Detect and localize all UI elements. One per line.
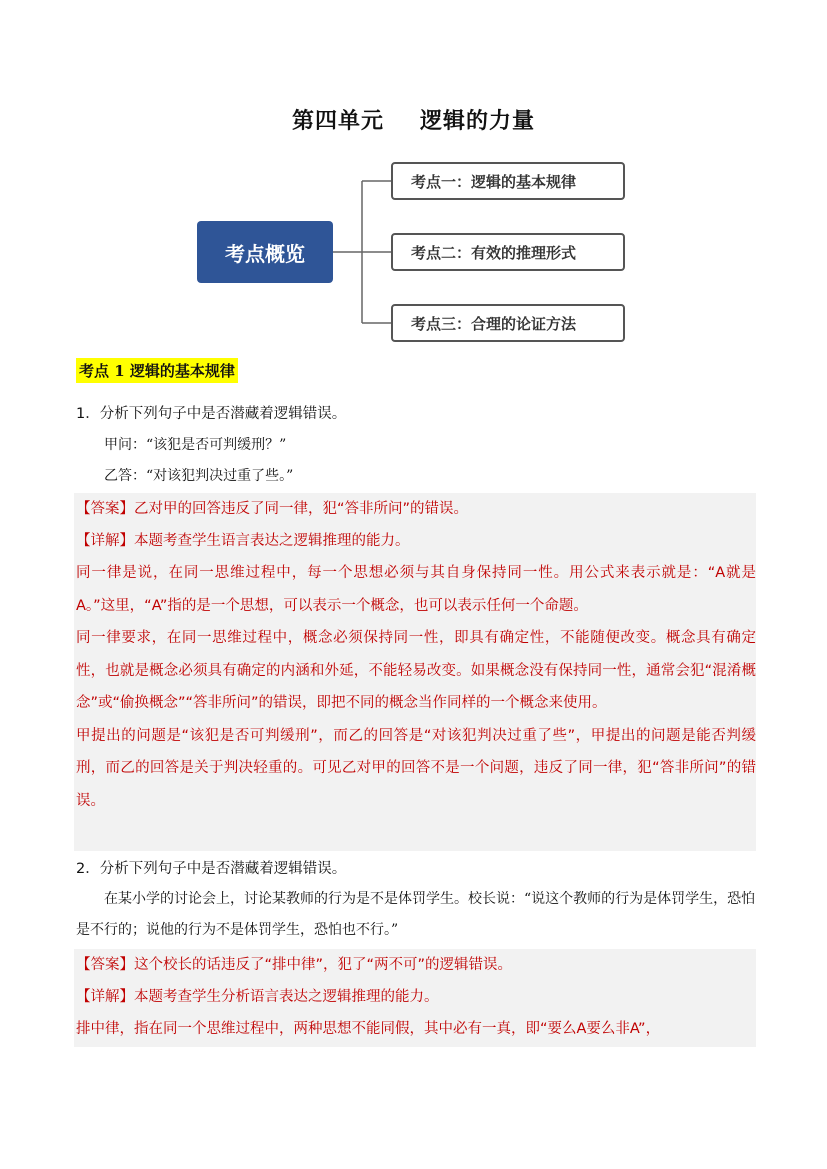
mindmap-branch-1: 考点一：逻辑的基本规律 <box>391 162 625 200</box>
question-1-prompt: 1．分析下列句子中是否潜藏着逻辑错误。 <box>76 406 347 422</box>
answer-text: 这个校长的话违反了“排中律”，犯了“两不可”的逻辑错误。 <box>134 957 513 973</box>
answer-tag: 【答案】 <box>76 957 134 973</box>
question-2-prompt: 2．分析下列句子中是否潜藏着逻辑错误。 <box>76 861 347 877</box>
mindmap-root: 考点概览 <box>197 221 333 283</box>
question-1-line-a: 甲问：“该犯是否可判缓刑？” <box>104 437 287 453</box>
section-heading: 考点 1 逻辑的基本规律 <box>76 358 238 383</box>
explanation-2: 同一律要求，在同一思维过程中，概念必须保持同一性，即具有确定性，不能随便改变。概念具有确定性，也就是概念必须具有确定的内涵和外延，不能轻易改变。如果概念没有保持同一性，通常会犯“混淆概念”或“偷换概念”“答非所问”的错误，即把不同的概念当作同样的一个概念来使用。 <box>76 630 756 711</box>
mindmap-branch-3: 考点三：合理的论证方法 <box>391 304 625 342</box>
question-2-answer-block <box>74 949 756 1047</box>
title-topic: 逻辑的力量 <box>420 108 536 134</box>
answer-line <box>74 949 756 981</box>
answer-text: 乙对甲的回答违反了同一律，犯“答非所问”的错误。 <box>134 501 469 517</box>
detail-line <box>74 981 756 1013</box>
detail-text: 本题考查学生语言表达之逻辑推理的能力。 <box>134 533 410 549</box>
answer-line <box>74 493 756 525</box>
detail-tag: 【详解】 <box>76 533 134 549</box>
mindmap <box>0 0 827 360</box>
mindmap-branch-2: 考点二：有效的推理形式 <box>391 233 625 271</box>
question-2-passage: 在某小学的讨论会上，讨论某教师的行为是不是体罚学生。校长说：“说这个教师的行为是体罚学生，恐怕是不行的；说他的行为不是体罚学生，恐怕也不行。” <box>76 891 756 938</box>
explanation-3: 甲提出的问题是“该犯是否可判缓刑”，而乙的回答是“对该犯判决过重了些”，甲提出的问题是能否判缓刑，而乙的回答是关于判决轻重的。可见乙对甲的回答不是一个问题，违反了同一律，犯“答非所问”的错误。 <box>76 727 756 809</box>
detail-text: 本题考查学生分析语言表达之逻辑推理的能力。 <box>134 989 439 1005</box>
detail-tag: 【详解】 <box>76 989 134 1005</box>
question-1-line-b: 乙答：“对该犯判决过重了些。” <box>104 468 294 484</box>
title-unit: 第四单元 <box>291 108 384 134</box>
detail-line <box>74 525 756 557</box>
explanation-1: 同一律是说，在同一思维过程中，每一个思想必须与其自身保持同一性。用公式来表示就是：“A就是A。”这里，“A”指的是一个思想，可以表示一个概念，也可以表示任何一个命题。 <box>76 565 756 614</box>
explanation-1: 排中律，指在同一个思维过程中，两种思想不能同假，其中必有一真，即“要么A要么非A”， <box>76 1021 661 1037</box>
question-1-answer-block <box>74 493 756 851</box>
answer-tag: 【答案】 <box>76 501 134 517</box>
